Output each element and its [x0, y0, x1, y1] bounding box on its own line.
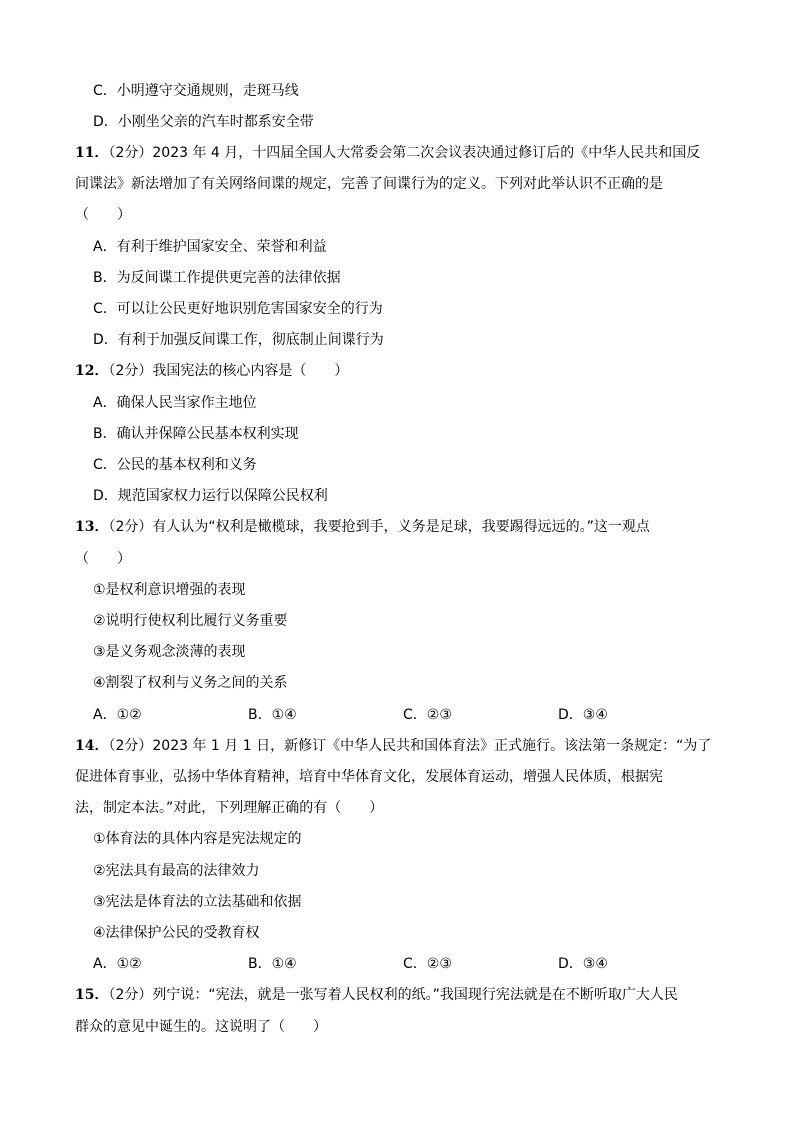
q12-option-a: A．确保人民当家作主地位	[93, 395, 257, 411]
q10-option-c: C．小明遵守交通规则，走斑马线	[93, 83, 299, 99]
q14-stem-line3: 法，制定本法。”对此，下列理解正确的有（ ）	[75, 800, 384, 816]
q12-option-c: C．公民的基本权利和义务	[93, 457, 257, 473]
q11-answer-paren: （ ）	[75, 207, 131, 223]
q13-statement-3: ③是义务观念淡薄的表现	[93, 644, 246, 660]
q13-option-a: A．①②	[93, 707, 142, 723]
q12-text1: （2分）我国宪法的核心内容是（ ）	[108, 363, 349, 379]
q15-stem-line1	[75, 985, 678, 1005]
q14-option-a: A．①②	[93, 956, 142, 972]
q14-stem-line2: 促进体育事业，弘扬中华体育精神，培育中华体育文化，发展体育运动，增强人民体质，根据宪	[75, 769, 663, 785]
q15-text1: （2分）列宁说：“宪法，就是一张写着人民权利的纸。”我国现行宪法就是在不断听取广大人民	[108, 987, 678, 1003]
q13-statement-1: ①是权利意识增强的表现	[93, 582, 246, 598]
q12-number: 12．	[75, 363, 109, 379]
q12-option-d: D．规范国家权力运行以保障公民权利	[93, 488, 328, 504]
q11-option-b: B．为反间谍工作提供更完善的法律依据	[93, 270, 341, 286]
q14-statement-3: ③宪法是体育法的立法基础和依据	[93, 894, 302, 910]
q14-option-c: C．②③	[403, 956, 452, 972]
q13-text1: （2分）有人认为“权利是橄榄球，我要抢到手，义务是足球，我要踢得远远的。”这一观点	[108, 519, 650, 535]
q13-stem-line1	[75, 517, 650, 537]
q13-answer-paren: （ ）	[75, 551, 131, 567]
q14-stem-line1	[75, 736, 711, 756]
q14-option-b: B．①④	[248, 956, 297, 972]
q13-option-b: B．①④	[248, 707, 297, 723]
q15-number: 15．	[75, 987, 109, 1003]
q14-options-row	[93, 954, 693, 974]
q12-option-b: B．确认并保障公民基本权利实现	[93, 426, 299, 442]
q11-stem-line2: 间谍法》新法增加了有关网络间谍的规定，完善了间谍行为的定义。下列对此举认识不正确的是	[75, 176, 663, 192]
q14-statement-2: ②宪法具有最高的法律效力	[93, 863, 260, 879]
q11-option-a: A．有利于维护国家安全、荣誉和利益	[93, 239, 327, 255]
q11-number: 11．	[75, 145, 109, 161]
q13-options-row	[93, 705, 693, 725]
q13-statement-2: ②说明行使权利比履行义务重要	[93, 613, 288, 629]
q15-stem-line2: 群众的意见中诞生的。这说明了（ ）	[75, 1019, 327, 1035]
q11-option-d: D．有利于加强反间谍工作，彻底制止间谍行为	[93, 332, 384, 348]
q14-number: 14．	[75, 738, 109, 754]
q14-statement-1: ①体育法的具体内容是宪法规定的	[93, 831, 302, 847]
q13-option-d: D．③④	[558, 707, 608, 723]
q10-option-d: D．小刚坐父亲的汽车时都系安全带	[93, 114, 314, 130]
q14-option-d: D．③④	[558, 956, 608, 972]
q11-option-c: C．可以让公民更好地识别危害国家安全的行为	[93, 301, 383, 317]
q13-statement-4: ④割裂了权利与义务之间的关系	[93, 675, 288, 691]
q14-text1: （2分）2023 年 1 月 1 日，新修订《中华人民共和国体育法》正式施行。该法第一条规定：“为了	[108, 738, 712, 754]
q13-option-c: C．②③	[403, 707, 452, 723]
q14-statement-4: ④法律保护公民的受教育权	[93, 925, 260, 941]
q11-text1: （2分）2023 年 4 月，十四届全国人大常委会第二次会议表决通过修订后的《中华人民共和国反	[108, 145, 701, 161]
q12-stem	[75, 361, 348, 381]
q13-number: 13．	[75, 519, 109, 535]
q11-stem-line1	[75, 143, 700, 163]
